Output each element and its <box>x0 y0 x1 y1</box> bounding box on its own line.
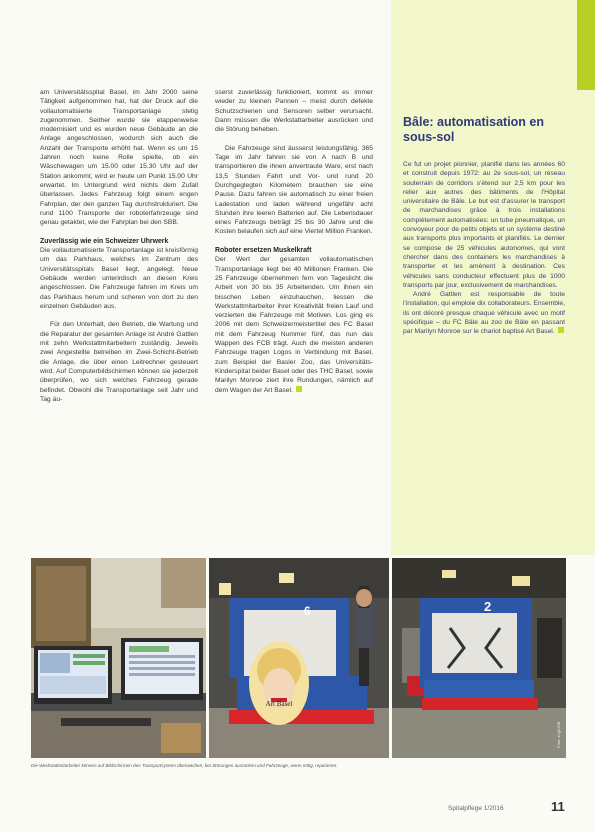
col1-paragraph-2: Die vollautomatisierte Transportanlage ist kreisförmig um das Parkhaus, welches im Zentrum des Universitätsspitals Basel liegt, angelegt. Neue Gebäude werden unterirdisch an diesen Kreis angeschlossen. Die Fahrzeuge fahren im Kreis um das Parkhaus herum und scheren von dort zu den einzelnen Gebäuden aus. <box>40 247 198 310</box>
sidebar-end-mark-icon <box>558 327 564 333</box>
photo-vehicle-2 <box>392 558 566 758</box>
control-room-illustration <box>31 558 206 758</box>
photo-control-room <box>31 558 206 758</box>
sidebar-paragraph-1: Ce fut un projet pionnier, planifié dans les années 60 et construit depuis 1972: au 2e sous-sol, un réseau souterrain de corridors s'étend sur 2,5 km pour les relier aux autres des bâtiments de l'Hôpital universitaire de Bâle. Le but est d'assurer le transport de marchandises grâce à trois installations complètement automatisées: un tube pneumatique, un convoyeur pour de petits objets et un système destiné aux transports plus importants et planifiés. Le dernier se compose de 25 véhicules autonomes, qui vont chercher dans des containers les marchandises à transporter et les amènent à destination. Ces véhicules sans conducteur effectuent plus de 1000 transports par jour, exclusivement de marchandises. <box>403 161 565 289</box>
sidebar-paragraph-2-text: André Gattlen est responsable de toute l'installation, qui emploie dix collaborateurs. Ensemble, ils ont décoré presque chaque véhicule avec un motif spécifique – du FC Bâle au zoo de Bâle en passant par Marilyn Monroe sur le chariot baptisé Art Basel. <box>403 291 565 336</box>
col1-paragraph-1: am Universitätsspital Basel, im Jahr 2000 seine Tätigkeit aufgenommen hat, hat der Druck auf die vollautomatisierte Transportanlage stetig zugenommen. Seither wurde sie etappenweise modernisiert und es wurden neue Gebäude an die Anlage angeschlossen, wodurch sich auch die Anzahl der Transporte erhöht hat. Wenn es um 15 Jahren noch keine Rolle spielte, ob ein Wäschewagen um 15.00 oder 15.30 Uhr auf der Station ankommt, wird er heute um Punkt 15.00 Uhr erwartet. Im Untergrund wird nichts dem Zufall überlassen. Jedes Fahrzeug folgt einem engen Fahrplan, der den ganzen Tag durchstrukturiert. Die rund 1100 Transporte der roboterfahrzeuge sind genau getaktet, wie der Fahrplan bei den SBB. <box>40 89 198 227</box>
photo-credit: Foto: zVg/USB <box>556 721 561 748</box>
vehicle-number-2: 2 <box>484 599 492 614</box>
col2-paragraph-3-text: Der Wert der gesamten vollautomatischen Transportanlage liegt bei 40 Millionen Franken. Die 25 Fahrzeuge übernehmen fern von Tageslicht die Arbeit von 30 bis 35 Arbeitenden. Um ihnen ein bisschen Leben einzuhauchen, liessen die Werkstattmitarbeiter ihrer Kreativität freien Lauf und verzierten die Fahrzeuge mit Motiven. Los ging es 2006 mit dem Schweizermeistertitel des FC Basel mit dem Fahrzeug Nummer fünf, das nun das Wappen des FCB trägt. Auch die meisten anderen Fahrzeuge tragen Logos in Verbindung mit Basel, zum Beispiel der Basler Zoo, das Universitäts-Kinderspital beider Basel oder des THC Basel, sowie Marilyn Monroe ziert ihre Rundungen, nämlich auf dem Wagen der Art Basel. <box>215 256 373 394</box>
vehicle-2-illustration <box>392 558 566 758</box>
sidebar-paragraph-2 <box>403 290 565 336</box>
col1-paragraph-3: Für den Unterhalt, den Betrieb, die Wartung und die Reparatur der gesamten Anlage ist André Gattlen mit zehn Werkstattmitarbeitern zuständig. Jeweils zwei Angestellte betreiben im Zwei-Schicht-Betrieb die Anlage, die über einen Leitrechner gesteuert wird. Auf Computerbildschirmen können sie jederzeit überprüfen, wo sich welches Fahrzeug gerade befindet. Obwohl die Transportanlage seit Jahr und Tag äu- <box>40 321 198 403</box>
vehicle-number-6: 6 <box>304 604 311 618</box>
sidebar-body <box>403 160 565 337</box>
col2-paragraph-1: sserst zuverlässig funktioniert, kommt es immer wieder zu kleinen Pannen – meist durch defekte Schutzschienen und Sensoren selber verursacht. Dann müssen die Werkstattarbeiter ausrücken und die Störung beheben. <box>215 89 373 134</box>
sidebar-accent-bar <box>577 0 595 90</box>
article-column-2 <box>215 88 373 404</box>
col2-paragraph-2: Die Fahrzeuge sind äusserst leistungsfähig. 365 Tage im Jahr fahren sie von A nach B und transportieren die ihnen anvertraute Ware, erst nach 13,5 Stunden Fahrt und Vor- und rund 20 Durchgeglegten Kilometern brauchen sie eine Pause. Dazu fahren sie automatisch zu einer freien Ladestation und laden während ungefähr acht Stunden ihre leeren Batterien auf. Die Lebensdauer eines Fahrzeugs beträgt 25 bis 30 Jahre und die Kosten belaufen sich auf eine Viertel Million Franken. <box>215 144 373 236</box>
photo-caption: Die Werkstattmitarbeiter können auf Bildschirmen den Transportsystem überwachen, bei Störungen ausrücken und Fahrzeuge, wenn nötig, reparieren. <box>31 763 338 768</box>
end-mark-icon <box>296 386 302 392</box>
magazine-footer: Spitalpflege 1/2016 <box>448 805 504 812</box>
col2-subheading: Roboter ersetzen Muskelkraft <box>215 247 312 255</box>
col2-paragraph-3 <box>215 255 373 394</box>
col1-subheading: Zuverlässig wie ein Schweizer Uhrwerk <box>40 237 169 245</box>
sidebar-title: Bâle: automatisation en sous-sol <box>403 115 544 144</box>
vehicle-art-basel-illustration <box>209 558 389 758</box>
sidebar-box <box>391 0 595 555</box>
page-number: 11 <box>551 799 565 814</box>
art-basel-label: Art Basel <box>265 700 293 708</box>
article-column-1 <box>40 88 198 413</box>
photo-vehicle-art-basel <box>209 558 389 758</box>
